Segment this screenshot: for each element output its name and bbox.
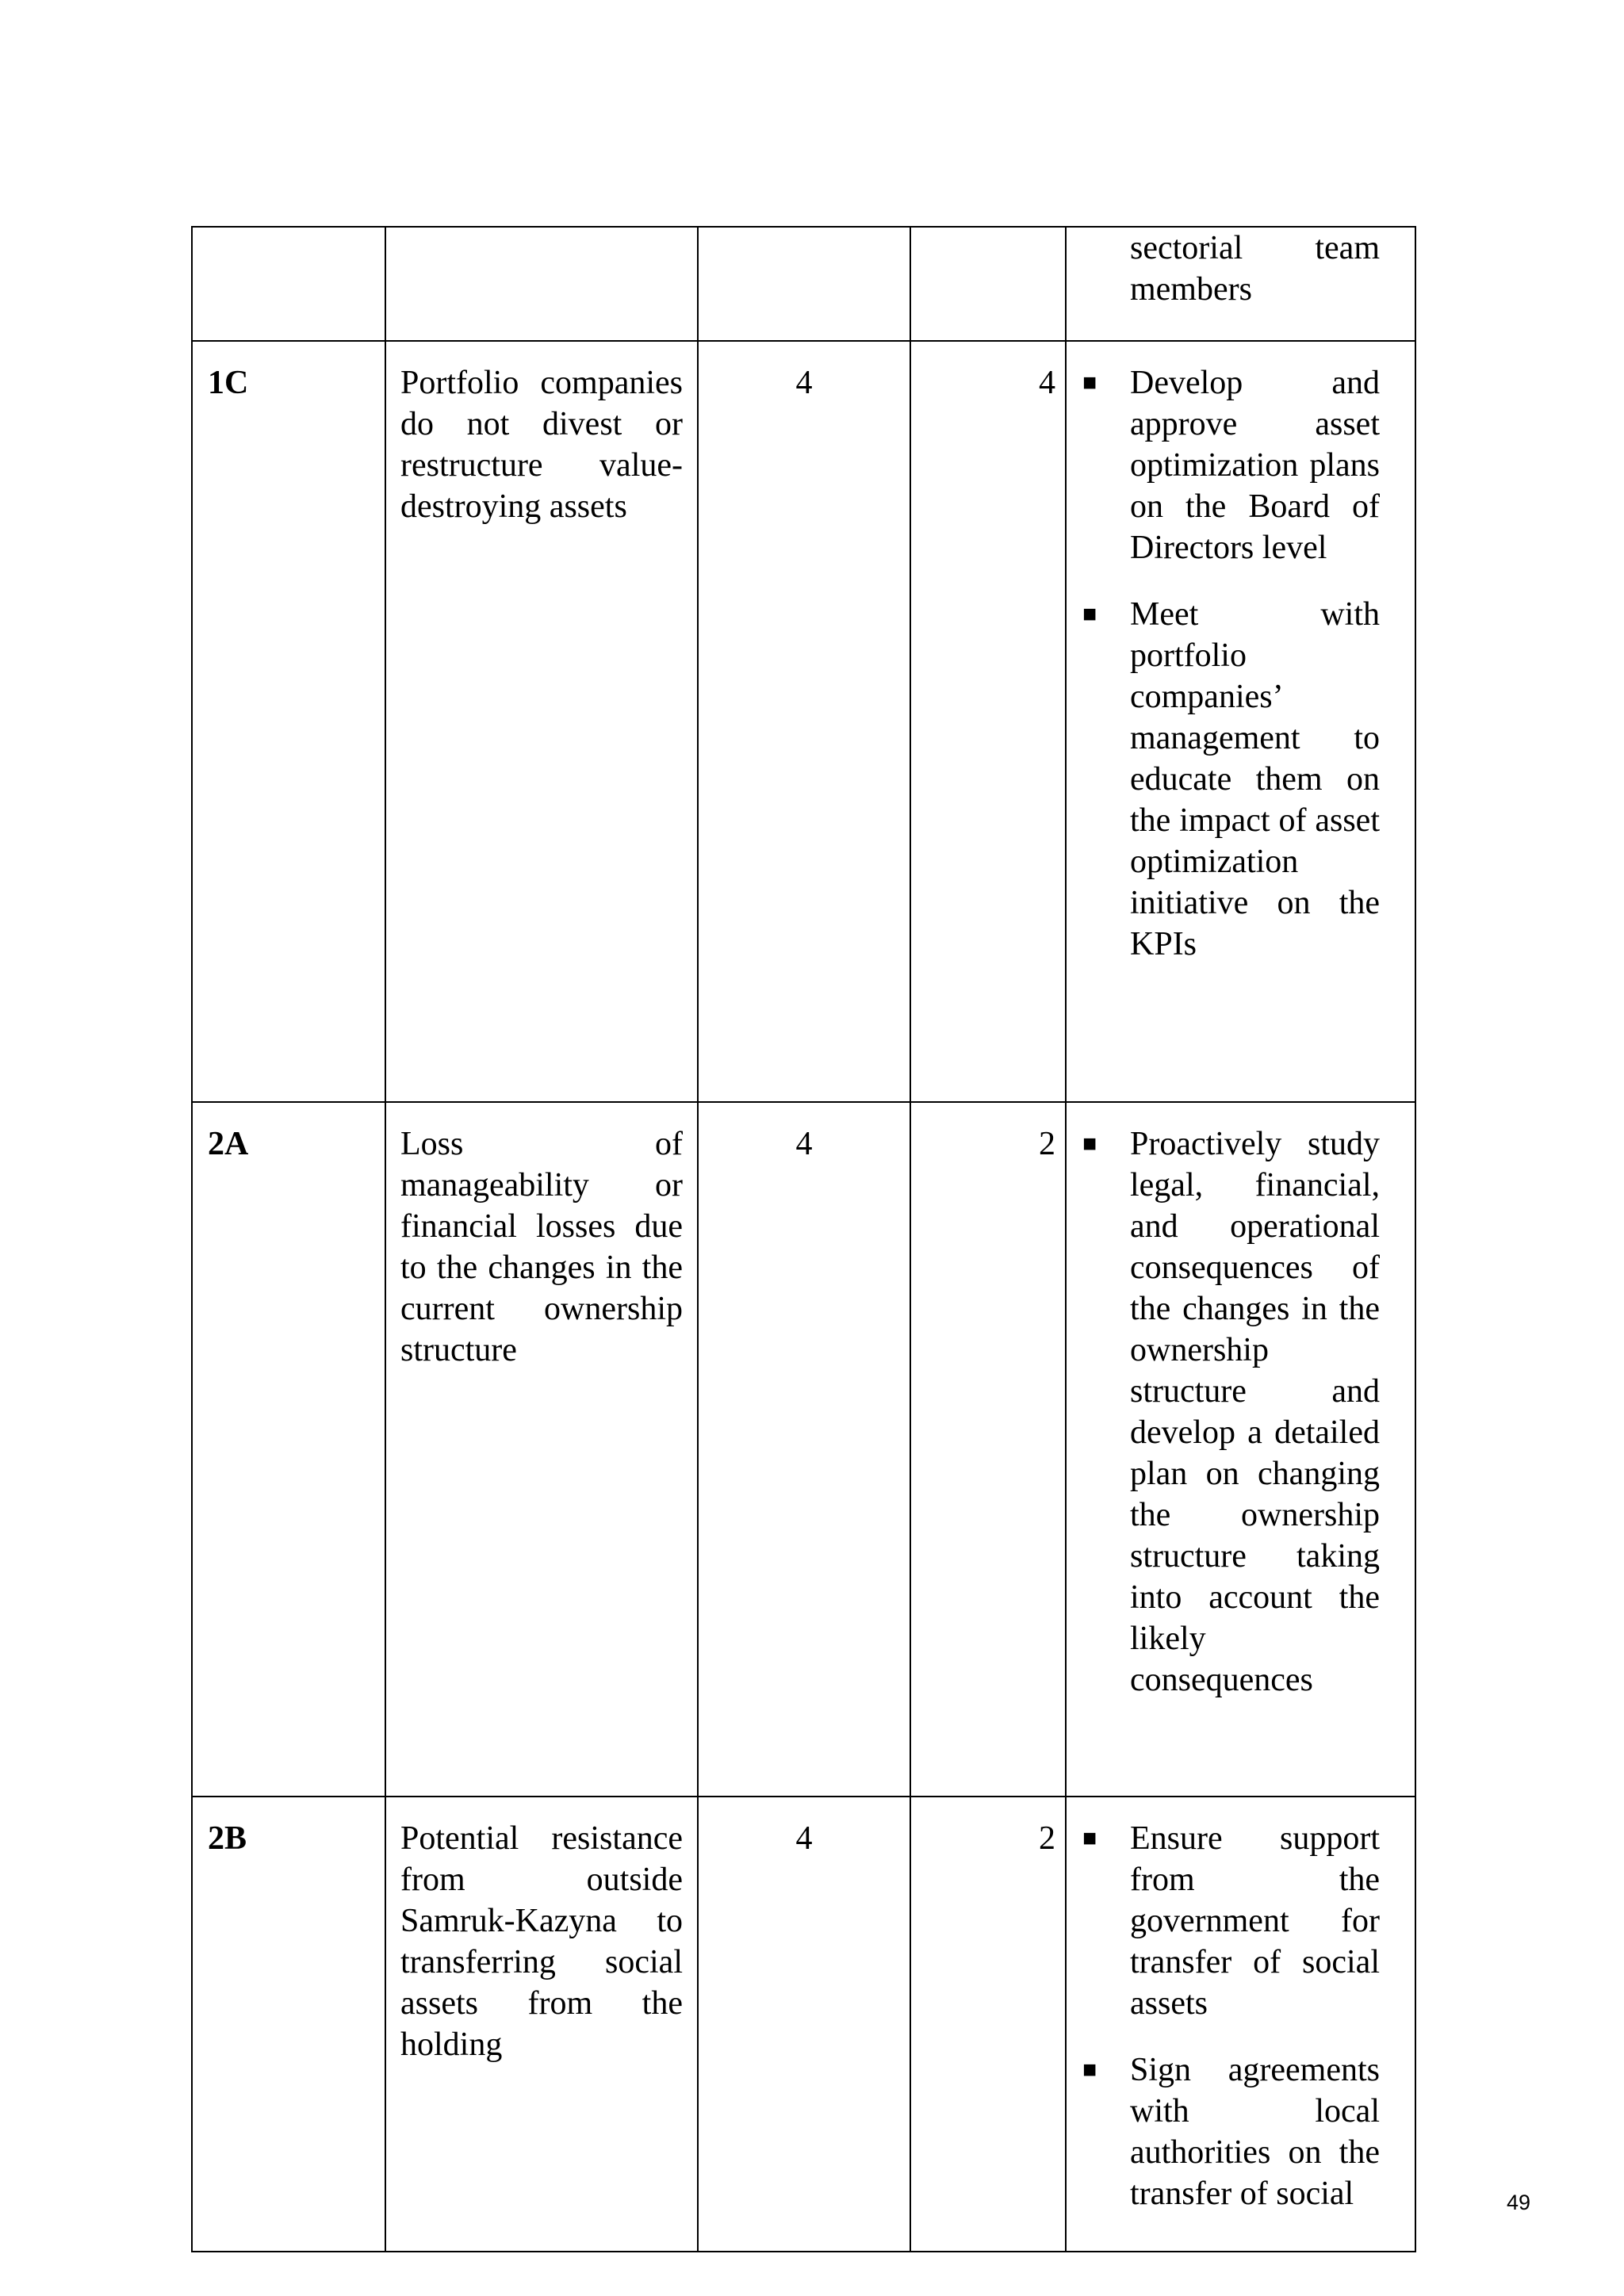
value2: 2	[910, 1102, 1066, 1797]
bullet-square-icon: ■	[1082, 601, 1097, 627]
action-item	[1067, 1123, 1380, 1701]
value2: 2	[910, 1797, 1066, 2252]
value2-cell	[910, 227, 1066, 341]
value2: 4	[910, 341, 1066, 1102]
action-text: Meet with portfolio companies’ management to educate them on the impact of asset optimization initiative on the KPIs	[1130, 596, 1380, 962]
action-text: Develop and approve asset optimization plans on the Board of Directors level	[1130, 365, 1380, 566]
risk-description: Portfolio companies do not divest or restructure value-destroying assets	[385, 341, 698, 1102]
table-row	[192, 341, 1415, 1102]
risk-id: 2B	[192, 1797, 385, 2252]
risk-cell	[385, 227, 698, 341]
table-row-continuation	[192, 227, 1415, 341]
action-text: Ensure support from the government for transfer of social assets	[1130, 1820, 1380, 2022]
page-number: 49	[1506, 2191, 1530, 2214]
value1: 4	[698, 341, 910, 1102]
action-item	[1067, 362, 1380, 568]
action-text: Sign agreements with local authorities on the transfer of social	[1130, 2052, 1380, 2212]
action-text: Proactively study legal, financial, and operational consequences of the changes in the ownership structure and develop a detailed plan on changing the ownership structure taking into account the likely consequences	[1130, 1126, 1380, 1698]
risk-description: Loss of manageability or financial losses due to the changes in the current ownership structure	[385, 1102, 698, 1797]
table-row	[192, 1102, 1415, 1797]
risk-mitigation-table	[191, 226, 1416, 2252]
continued-action-text: sectorial team members	[1130, 230, 1380, 308]
bullet-square-icon: ■	[1082, 1131, 1097, 1157]
value1: 4	[698, 1102, 910, 1797]
actions-cell	[1066, 341, 1415, 1102]
action-item	[1067, 594, 1380, 965]
risk-description: Potential resistance from outside Samruk-Kazyna to transferring social assets from the holding	[385, 1797, 698, 2252]
actions-cell	[1066, 227, 1415, 341]
table-row	[192, 1797, 1415, 2252]
action-item	[1067, 1818, 1380, 2024]
actions-cell	[1066, 1102, 1415, 1797]
action-item	[1067, 2049, 1380, 2214]
bullet-square-icon: ■	[1082, 1825, 1097, 1851]
value1: 4	[698, 1797, 910, 2252]
actions-cell	[1066, 1797, 1415, 2252]
bullet-square-icon: ■	[1082, 369, 1097, 396]
id-cell	[192, 227, 385, 341]
risk-id: 2A	[192, 1102, 385, 1797]
bullet-square-icon: ■	[1082, 2057, 1097, 2083]
risk-id: 1C	[192, 341, 385, 1102]
value1-cell	[698, 227, 910, 341]
